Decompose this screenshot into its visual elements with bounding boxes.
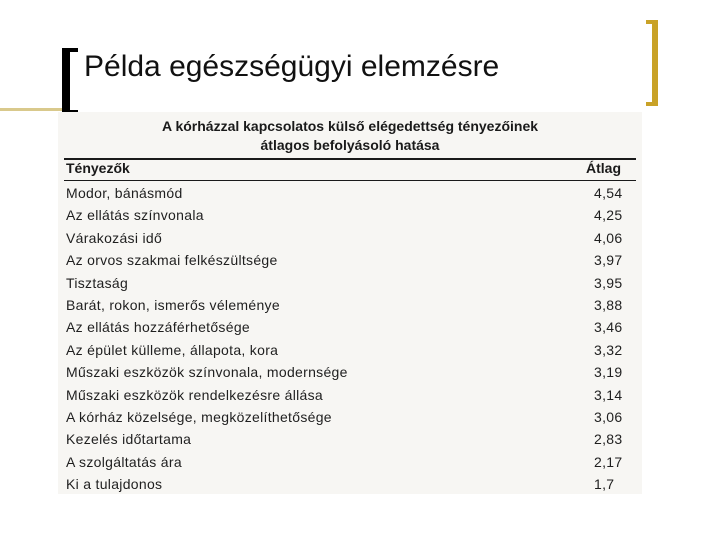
factor-cell: Ki a tulajdonos [66, 476, 163, 493]
factor-cell: Modor, bánásmód [66, 185, 183, 201]
average-cell: 3,32 [594, 341, 623, 358]
factor-cell: A szolgáltatás ára [66, 453, 182, 470]
left-bracket-top [62, 48, 78, 52]
average-cell: 4,25 [594, 207, 623, 224]
average-cell: 4,06 [594, 229, 623, 246]
column-header-factor: Tényezők [66, 160, 130, 176]
average-cell: 2,17 [594, 453, 623, 470]
column-header-average: Átlag [586, 160, 621, 176]
factor-cell: Várakozási idő [66, 229, 163, 246]
factor-cell: Műszaki eszközök színvonala, modernsége [66, 364, 348, 381]
table-row [64, 250, 636, 272]
average-cell: 3,06 [594, 408, 623, 425]
table-row [64, 429, 636, 451]
factor-cell: Tisztaság [66, 274, 129, 291]
table-row [64, 362, 636, 384]
table-row [64, 273, 636, 295]
table-row [64, 317, 636, 339]
factor-cell: Az ellátás hozzáférhetősége [66, 319, 250, 336]
factor-cell: Az épület külleme, állapota, kora [66, 341, 279, 358]
table-title-line-1: A kórházzal kapcsolatos külső elégedettség tényezőinek [161, 118, 539, 134]
right-bracket-top [646, 20, 658, 24]
table-row [64, 340, 636, 362]
average-cell: 3,46 [594, 319, 623, 336]
decorative-gold-line [0, 108, 62, 111]
factor-cell: Kezelés időtartama [66, 431, 192, 448]
slide-title: Példa egészségügyi elemzésre [84, 50, 500, 83]
average-cell: 2,83 [594, 431, 623, 448]
average-cell: 3,88 [594, 296, 623, 313]
average-cell: 3,14 [594, 386, 623, 403]
table-row [64, 295, 636, 317]
average-cell: 3,19 [594, 364, 623, 381]
table-row [64, 228, 636, 250]
factor-cell: Műszaki eszközök rendelkezésre állása [66, 386, 323, 403]
table-row [64, 474, 636, 496]
average-cell: 3,97 [594, 252, 623, 269]
factor-cell: Az ellátás színvonala [66, 207, 204, 224]
table-header-rule [64, 180, 636, 181]
table-row [64, 183, 636, 205]
table-row [64, 407, 636, 429]
factor-cell: Az orvos szakmai felkészültsége [66, 252, 278, 269]
table-title-line-2: átlagos befolyásoló hatása [260, 137, 440, 153]
table-row [64, 452, 636, 474]
average-cell: 1,7 [594, 476, 615, 493]
table-top-rule [64, 158, 636, 160]
table-row [64, 385, 636, 407]
right-bracket [652, 20, 658, 106]
factor-cell: A kórház közelsége, megközelíthetősége [66, 408, 332, 425]
average-cell: 4,54 [594, 185, 623, 201]
left-bracket [62, 48, 70, 114]
right-bracket-bottom [646, 102, 658, 106]
factor-cell: Barát, rokon, ismerős véleménye [66, 296, 280, 313]
table-title [60, 117, 640, 155]
average-cell: 3,95 [594, 274, 623, 291]
table-row [64, 205, 636, 227]
table-body [64, 183, 636, 496]
